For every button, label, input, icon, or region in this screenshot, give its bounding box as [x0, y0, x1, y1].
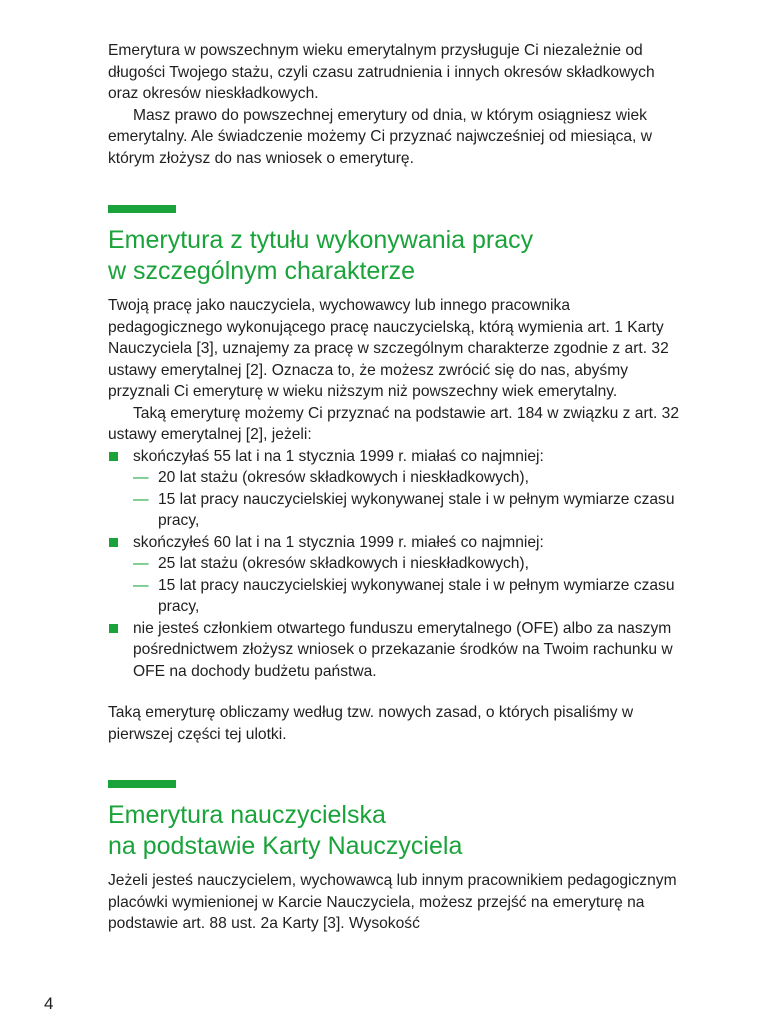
dash-icon: —: [133, 469, 149, 486]
sub-list-item: [133, 575, 683, 618]
square-bullet-icon: [109, 538, 118, 547]
section-1-heading-line-1: Emerytura z tytułu wykonywania pracy: [108, 226, 534, 254]
section-2-heading-line-1: Emerytura nauczycielska: [108, 801, 386, 829]
sub-list-item: [133, 489, 683, 532]
intro-paragraph-1: Emerytura w powszechnym wieku emerytalnym przysługuje Ci niezależnie od długości Twojego stażu, czyli czasu zatrudnienia i innych okresów składkowych oraz okresów nieskładkowych.: [108, 42, 655, 102]
sub-list-item-text: 20 lat stażu (okresów składkowych i nieskładkowych),: [158, 469, 529, 486]
dash-icon: —: [133, 555, 149, 572]
page-number: 4: [44, 994, 54, 1013]
document-page: [108, 40, 683, 935]
sub-list-item-text: 15 lat pracy nauczycielskiej wykonywanej stale i w pełnym wymiarze czasu pracy,: [158, 490, 675, 529]
dash-icon: —: [133, 490, 149, 508]
dash-icon: —: [133, 576, 149, 594]
list-item: [108, 446, 683, 532]
square-bullet-icon: [109, 452, 118, 461]
section-1-paragraph-3: Taką emeryturę obliczamy według tzw. nowych zasad, o których pisaliśmy w pierwszej części tej ulotki.: [108, 704, 634, 743]
sub-list-item-text: 15 lat pracy nauczycielskiej wykonywanej stale i w pełnym wymiarze czasu pracy,: [158, 576, 675, 615]
square-bullet-icon: [109, 624, 118, 633]
sub-list: [133, 467, 683, 532]
section-2-heading: [108, 800, 683, 862]
sub-list-item-text: 25 lat stażu (okresów składkowych i nieskładkowych),: [158, 555, 529, 572]
section-2-paragraph-1: Jeżeli jesteś nauczycielem, wychowawcą lub innym pracownikiem pedagogicznym placówki wymienionej w Karcie Nauczyciela, możesz przejść na emeryturę na podstawie art. 88 ust. 2a Karty [3]. Wysokość: [108, 872, 677, 932]
intro-paragraph-2: Masz prawo do powszechnej emerytury od dnia, w którym osiągniesz wiek emerytalny. Ale świadczenie możemy Ci przyznać najwcześniej od miesiąca, w którym złożysz do nas wniosek o emeryturę.: [108, 106, 652, 167]
list-item-text: skończyłaś 55 lat i na 1 stycznia 1999 r. miałaś co najmniej:: [133, 447, 544, 465]
list-item: [108, 618, 683, 683]
section-rule-1: [108, 205, 176, 213]
list-item-text: nie jesteś członkiem otwartego funduszu emerytalnego (OFE) albo za naszym pośrednictwem złożysz wniosek o przekazanie środków na Twoim rachunku w OFE na dochody budżetu państwa.: [133, 619, 673, 680]
list-item: [108, 532, 683, 618]
section-2-heading-line-2: na podstawie Karty Nauczyciela: [108, 832, 463, 860]
section-1-heading: [108, 225, 683, 287]
sub-list-item: [133, 553, 683, 575]
section-rule-2: [108, 780, 176, 788]
eligibility-list: [108, 446, 683, 683]
section-1-paragraph-2: Taką emeryturę możemy Ci przyznać na podstawie art. 184 w związku z art. 32 ustawy emerytalnej [2], jeżeli:: [108, 404, 680, 443]
sub-list-item: [133, 467, 683, 489]
section-1-heading-line-2: w szczególnym charakterze: [108, 257, 416, 285]
sub-list: [133, 553, 683, 618]
list-item-text: skończyłeś 60 lat i na 1 stycznia 1999 r. miałeś co najmniej:: [133, 533, 544, 551]
section-1-paragraph-1: Twoją pracę jako nauczyciela, wychowawcy lub innego pracownika pedagogicznego wykonującego pracę nauczycielską, którą wymienia art. 1 Karty Nauczyciela [3], uznajemy za pracę w szczególnym charakterze zgodnie z art. 32 ustawy emerytalnej [2]. Oznacza to, że możesz zwrócić się do nas, abyśmy przyznali Ci emeryturę w wieku niższym niż powszechny wiek emerytalny.: [108, 297, 669, 400]
